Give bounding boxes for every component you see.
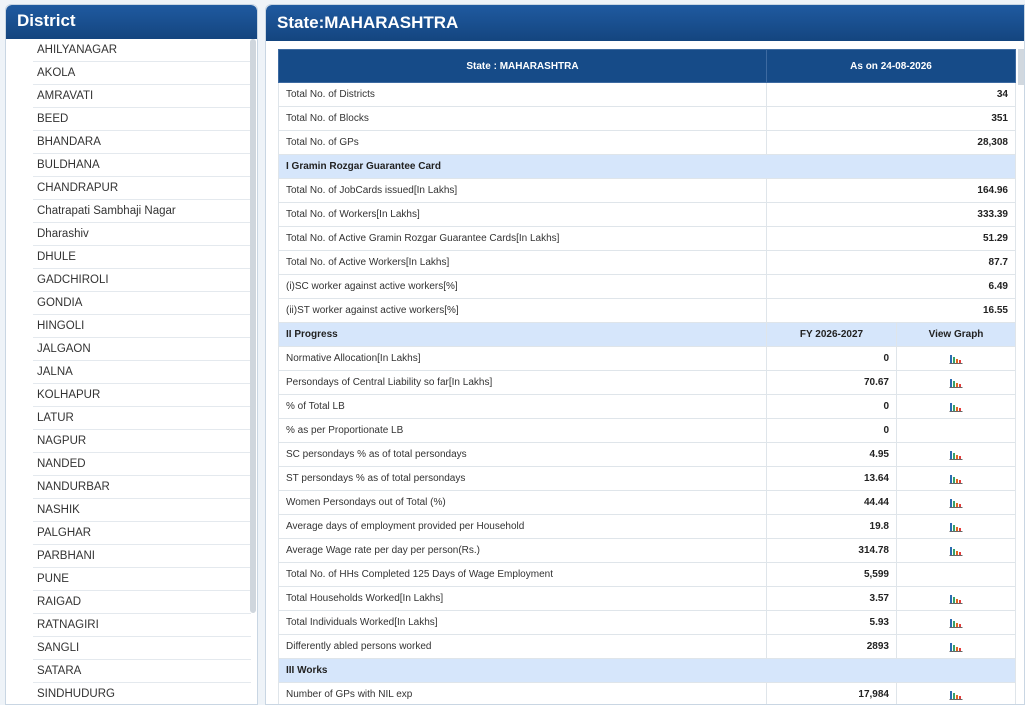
table-row bbox=[279, 635, 1016, 659]
row-label: Total No. of Active Gramin Rozgar Guarantee Cards[In Lakhs] bbox=[279, 227, 767, 251]
view-graph-header: View Graph bbox=[897, 323, 1016, 347]
row-value: 28,308 bbox=[767, 131, 1016, 155]
district-item[interactable]: SATARA bbox=[33, 660, 251, 683]
view-graph-cell[interactable] bbox=[897, 683, 1016, 705]
row-label: Total Households Worked[In Lakhs] bbox=[279, 587, 767, 611]
main-scrollbar[interactable] bbox=[1018, 49, 1024, 85]
row-value: 4.95 bbox=[767, 443, 897, 467]
district-item[interactable]: NANDED bbox=[33, 453, 251, 476]
table-row bbox=[279, 419, 1016, 443]
bar-chart-icon[interactable] bbox=[949, 401, 963, 412]
district-item[interactable]: KOLHAPUR bbox=[33, 384, 251, 407]
row-value: 351 bbox=[767, 107, 1016, 131]
table-row bbox=[279, 611, 1016, 635]
bar-chart-icon[interactable] bbox=[949, 617, 963, 628]
district-item[interactable]: NAGPUR bbox=[33, 430, 251, 453]
view-graph-cell[interactable] bbox=[897, 635, 1016, 659]
district-item[interactable]: NASHIK bbox=[33, 499, 251, 522]
row-label: Total No. of GPs bbox=[279, 131, 767, 155]
table-row bbox=[279, 371, 1016, 395]
district-item[interactable]: Chatrapati Sambhaji Nagar bbox=[33, 200, 251, 223]
district-item[interactable]: PALGHAR bbox=[33, 522, 251, 545]
district-item[interactable]: PUNE bbox=[33, 568, 251, 591]
table-row bbox=[279, 227, 1016, 251]
table-row bbox=[279, 203, 1016, 227]
row-value: 16.55 bbox=[767, 299, 1016, 323]
table-row bbox=[279, 587, 1016, 611]
row-label: % as per Proportionate LB bbox=[279, 419, 767, 443]
district-item[interactable]: PARBHANI bbox=[33, 545, 251, 568]
table-row bbox=[279, 251, 1016, 275]
district-item[interactable]: AKOLA bbox=[33, 62, 251, 85]
row-label: SC persondays % as of total persondays bbox=[279, 443, 767, 467]
district-item[interactable]: RATNAGIRI bbox=[33, 614, 251, 637]
sidebar-title: District bbox=[6, 5, 257, 39]
view-graph-cell[interactable] bbox=[897, 371, 1016, 395]
district-item[interactable]: Dharashiv bbox=[33, 223, 251, 246]
bar-chart-icon[interactable] bbox=[949, 641, 963, 652]
table-header-row bbox=[279, 50, 1016, 83]
row-label: Total No. of HHs Completed 125 Days of Wage Employment bbox=[279, 563, 767, 587]
row-value: 87.7 bbox=[767, 251, 1016, 275]
table-body bbox=[279, 83, 1016, 705]
row-label: Total No. of Active Workers[In Lakhs] bbox=[279, 251, 767, 275]
table-row bbox=[279, 347, 1016, 371]
district-item[interactable]: LATUR bbox=[33, 407, 251, 430]
table-row bbox=[279, 563, 1016, 587]
district-list bbox=[6, 39, 251, 705]
section-row bbox=[279, 323, 1016, 347]
row-value: 44.44 bbox=[767, 491, 897, 515]
bar-chart-icon[interactable] bbox=[949, 521, 963, 532]
section-row bbox=[279, 155, 1016, 179]
district-item[interactable]: GONDIA bbox=[33, 292, 251, 315]
row-label: Women Persondays out of Total (%) bbox=[279, 491, 767, 515]
district-item[interactable]: GADCHIROLI bbox=[33, 269, 251, 292]
stats-table-wrap bbox=[278, 49, 1015, 705]
section-row bbox=[279, 659, 1016, 683]
row-value: 5,599 bbox=[767, 563, 897, 587]
row-label: (ii)ST worker against active workers[%] bbox=[279, 299, 767, 323]
state-header: State : MAHARASHTRA bbox=[279, 50, 767, 83]
row-value: 6.49 bbox=[767, 275, 1016, 299]
row-label: Average Wage rate per day per person(Rs.) bbox=[279, 539, 767, 563]
bar-chart-icon[interactable] bbox=[949, 689, 963, 700]
bar-chart-icon[interactable] bbox=[949, 593, 963, 604]
row-value: 13.64 bbox=[767, 467, 897, 491]
row-value: 164.96 bbox=[767, 179, 1016, 203]
page-title: State:MAHARASHTRA bbox=[266, 5, 1024, 41]
bar-chart-icon[interactable] bbox=[949, 473, 963, 484]
row-value: 70.67 bbox=[767, 371, 897, 395]
section-title: I Gramin Rozgar Guarantee Card bbox=[279, 155, 1016, 179]
view-graph-cell[interactable] bbox=[897, 347, 1016, 371]
table-row bbox=[279, 179, 1016, 203]
district-item[interactable]: NANDURBAR bbox=[33, 476, 251, 499]
section-title: II Progress bbox=[279, 323, 767, 347]
view-graph-cell[interactable] bbox=[897, 539, 1016, 563]
district-item[interactable]: HINGOLI bbox=[33, 315, 251, 338]
row-label: Average days of employment provided per Household bbox=[279, 515, 767, 539]
row-value: 0 bbox=[767, 419, 897, 443]
district-item[interactable]: AMRAVATI bbox=[33, 85, 251, 108]
table-row bbox=[279, 515, 1016, 539]
row-label: Number of GPs with NIL exp bbox=[279, 683, 767, 705]
table-row bbox=[279, 443, 1016, 467]
state-panel bbox=[265, 4, 1025, 705]
row-value: 34 bbox=[767, 83, 1016, 107]
district-item[interactable]: BULDHANA bbox=[33, 154, 251, 177]
table-row bbox=[279, 299, 1016, 323]
row-label: Total No. of Blocks bbox=[279, 107, 767, 131]
district-item[interactable]: CHANDRAPUR bbox=[33, 177, 251, 200]
fy-header: FY 2026-2027 bbox=[767, 323, 897, 347]
view-graph-cell bbox=[897, 419, 1016, 443]
view-graph-cell[interactable] bbox=[897, 587, 1016, 611]
row-value: 3.57 bbox=[767, 587, 897, 611]
view-graph-cell[interactable] bbox=[897, 443, 1016, 467]
row-label: Persondays of Central Liability so far[In Lakhs] bbox=[279, 371, 767, 395]
row-value: 0 bbox=[767, 347, 897, 371]
as-on-header: As on 24-08-2026 bbox=[767, 50, 1016, 83]
district-item[interactable]: DHULE bbox=[33, 246, 251, 269]
table-row bbox=[279, 395, 1016, 419]
bar-chart-icon[interactable] bbox=[949, 497, 963, 508]
table-row bbox=[279, 491, 1016, 515]
row-value: 333.39 bbox=[767, 203, 1016, 227]
district-item[interactable]: SANGLI bbox=[33, 637, 251, 660]
row-label: Total No. of Workers[In Lakhs] bbox=[279, 203, 767, 227]
bar-chart-icon[interactable] bbox=[949, 449, 963, 460]
row-label: % of Total LB bbox=[279, 395, 767, 419]
row-label: Differently abled persons worked bbox=[279, 635, 767, 659]
table-row bbox=[279, 131, 1016, 155]
section-title: III Works bbox=[279, 659, 1016, 683]
bar-chart-icon[interactable] bbox=[949, 353, 963, 364]
district-item[interactable]: BEED bbox=[33, 108, 251, 131]
district-item[interactable]: RAIGAD bbox=[33, 591, 251, 614]
table-row bbox=[279, 539, 1016, 563]
row-value: 17,984 bbox=[767, 683, 897, 705]
row-value: 51.29 bbox=[767, 227, 1016, 251]
row-value: 2893 bbox=[767, 635, 897, 659]
stats-table bbox=[278, 49, 1016, 705]
row-label: (i)SC worker against active workers[%] bbox=[279, 275, 767, 299]
district-sidebar bbox=[5, 4, 258, 705]
table-row bbox=[279, 107, 1016, 131]
table-row bbox=[279, 83, 1016, 107]
row-label: Total No. of JobCards issued[In Lakhs] bbox=[279, 179, 767, 203]
bar-chart-icon[interactable] bbox=[949, 377, 963, 388]
view-graph-cell[interactable] bbox=[897, 611, 1016, 635]
row-value: 0 bbox=[767, 395, 897, 419]
row-label: Total No. of Districts bbox=[279, 83, 767, 107]
district-item[interactable]: BHANDARA bbox=[33, 131, 251, 154]
district-item[interactable]: JALNA bbox=[33, 361, 251, 384]
row-label: Total Individuals Worked[In Lakhs] bbox=[279, 611, 767, 635]
sidebar-scrollbar[interactable] bbox=[250, 39, 256, 613]
view-graph-cell[interactable] bbox=[897, 395, 1016, 419]
view-graph-cell[interactable] bbox=[897, 467, 1016, 491]
view-graph-cell bbox=[897, 563, 1016, 587]
table-row bbox=[279, 275, 1016, 299]
row-value: 314.78 bbox=[767, 539, 897, 563]
table-row bbox=[279, 683, 1016, 705]
row-value: 5.93 bbox=[767, 611, 897, 635]
row-label: Normative Allocation[In Lakhs] bbox=[279, 347, 767, 371]
district-item[interactable]: SINDHUDURG bbox=[33, 683, 251, 705]
bar-chart-icon[interactable] bbox=[949, 545, 963, 556]
table-row bbox=[279, 467, 1016, 491]
district-item[interactable]: JALGAON bbox=[33, 338, 251, 361]
row-label: ST persondays % as of total persondays bbox=[279, 467, 767, 491]
district-item[interactable]: AHILYANAGAR bbox=[33, 39, 251, 62]
row-value: 19.8 bbox=[767, 515, 897, 539]
view-graph-cell[interactable] bbox=[897, 491, 1016, 515]
view-graph-cell[interactable] bbox=[897, 515, 1016, 539]
